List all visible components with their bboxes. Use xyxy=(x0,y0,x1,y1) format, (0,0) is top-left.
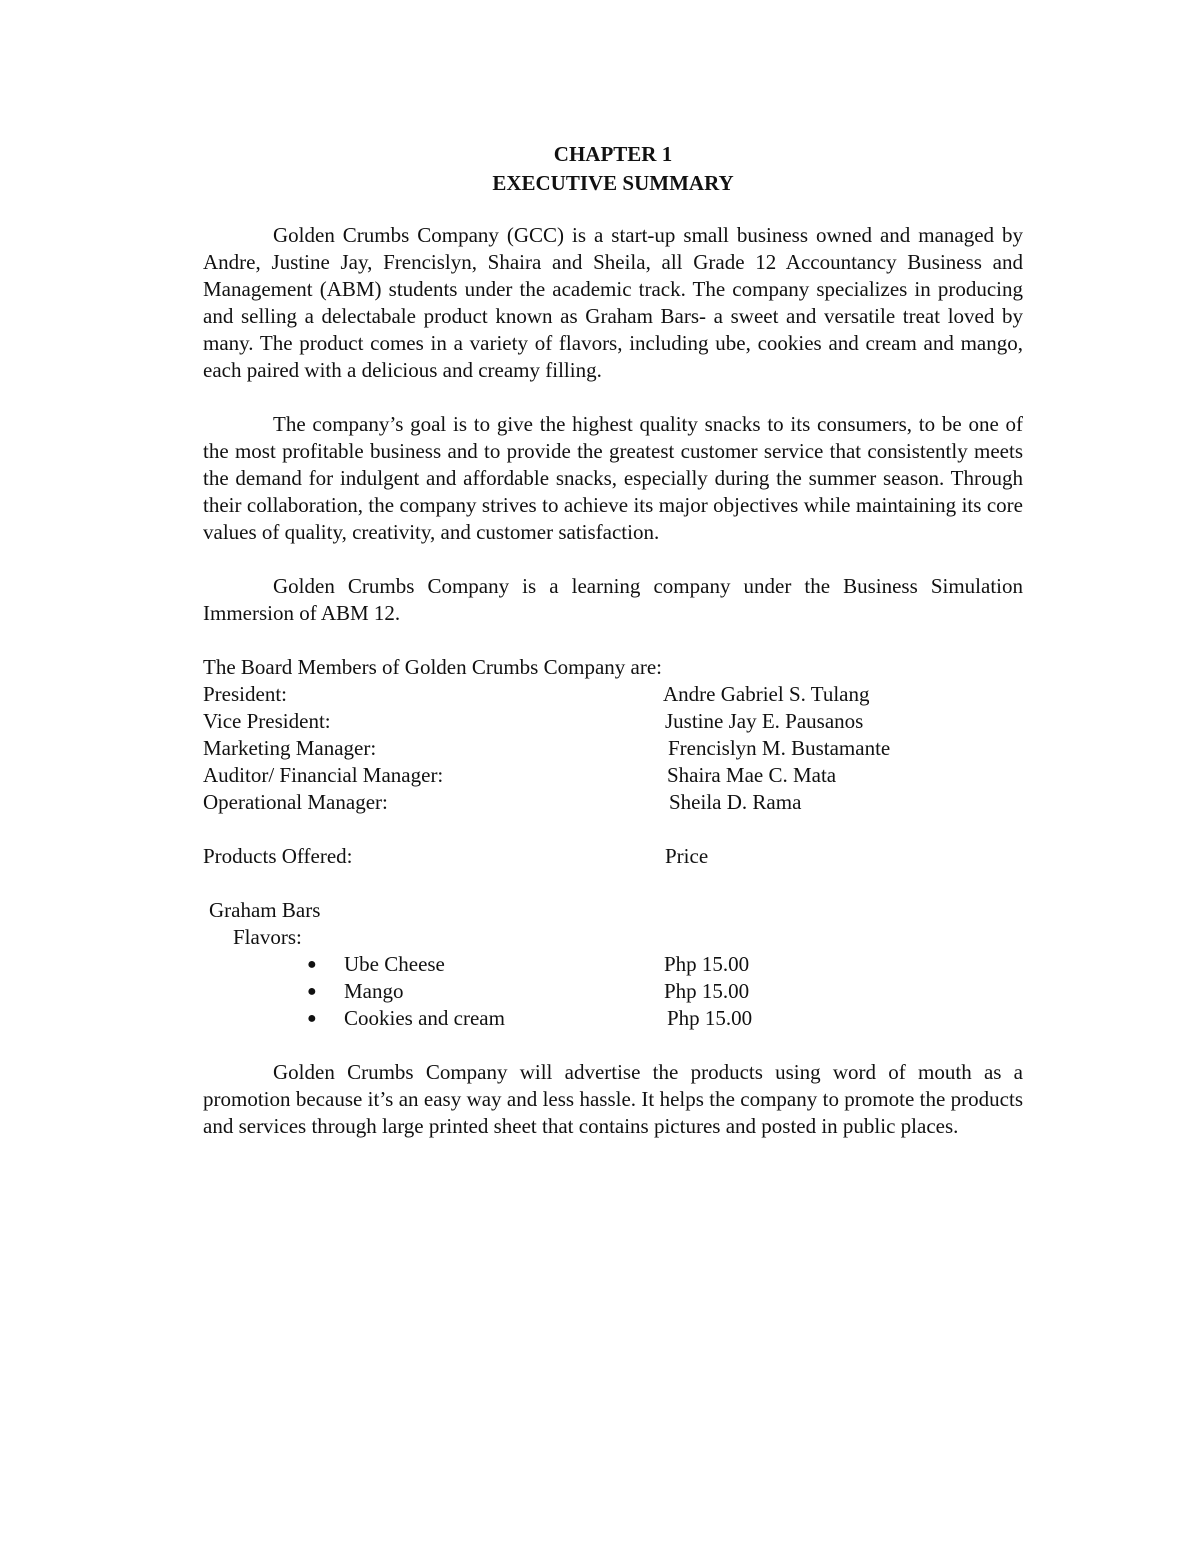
board-member-name: Frencislyn M. Bustamante xyxy=(668,736,891,760)
list-item xyxy=(203,1005,1023,1032)
section-title: EXECUTIVE SUMMARY xyxy=(492,171,734,195)
board-role: Auditor/ Financial Manager: xyxy=(203,763,444,787)
products-header xyxy=(203,843,1023,870)
bullet-icon: ● xyxy=(307,983,317,1000)
board-row xyxy=(203,735,1023,762)
bullet-icon: ● xyxy=(307,956,317,973)
list-item xyxy=(203,978,1023,1005)
flavor-list xyxy=(203,951,1023,1032)
board-member-name: Andre Gabriel S. Tulang xyxy=(663,682,870,706)
board-row xyxy=(203,708,1023,735)
board-role: Operational Manager: xyxy=(203,790,388,814)
product-name: Graham Bars xyxy=(209,898,321,922)
board-member-name: Shaira Mae C. Mata xyxy=(667,763,837,787)
price-column-label: Price xyxy=(665,844,709,868)
board-member-name: Sheila D. Rama xyxy=(669,790,802,814)
flavor-price: Php 15.00 xyxy=(664,952,750,976)
products-offered-label: Products Offered: xyxy=(203,844,353,868)
flavor-name: Cookies and cream xyxy=(344,1006,505,1030)
learning-company-paragraph: Golden Crumbs Company is a learning company under the Business Simulation Immersion of ABM 12. xyxy=(203,574,1023,625)
list-item xyxy=(203,951,1023,978)
board-role: Marketing Manager: xyxy=(203,736,377,760)
board-row xyxy=(203,789,1023,816)
flavor-price: Php 15.00 xyxy=(667,1006,753,1030)
chapter-label: CHAPTER 1 xyxy=(553,142,673,166)
flavor-name: Ube Cheese xyxy=(344,952,445,976)
board-row xyxy=(203,681,1023,708)
intro-paragraph: Golden Crumbs Company (GCC) is a start-up small business owned and managed by Andre, Justine Jay, Frencislyn, Shaira and Sheila, all Grade 12 Accountancy Business and Management (ABM) students under the academic track. The company specializes in producing and selling a delectabale product known as Graham Bars- a sweet and versatile treat loved by many. The product comes in a variety of flavors, including ube, cookies and cream and mango, each paired with a delicious and creamy filling. xyxy=(203,223,1023,382)
board-row xyxy=(203,762,1023,789)
bullet-icon: ● xyxy=(307,1010,317,1027)
board-intro: The Board Members of Golden Crumbs Company are: xyxy=(203,655,662,679)
board-member-name: Justine Jay E. Pausanos xyxy=(665,709,864,733)
flavor-price: Php 15.00 xyxy=(664,979,750,1003)
board-role: Vice President: xyxy=(203,709,331,733)
goal-paragraph: The company’s goal is to give the highest quality snacks to its consumers, to be one of the most profitable business and to provide the greatest customer service that consistently meets the demand for indulgent and affordable snacks, especially during the summer season. Through their collaboration, the company strives to achieve its major objectives while maintaining its core values of quality, creativity, and customer satisfaction. xyxy=(203,412,1023,544)
promotion-paragraph: Golden Crumbs Company will advertise the products using word of mouth as a promotion because it’s an easy way and less hassle. It helps the company to promote the products and services through large printed sheet that contains pictures and posted in public places. xyxy=(203,1060,1023,1138)
board-list xyxy=(203,681,1023,816)
board-role: President: xyxy=(203,682,287,706)
document-body xyxy=(203,140,1023,1140)
flavor-name: Mango xyxy=(344,979,404,1003)
flavors-label: Flavors: xyxy=(233,925,302,949)
